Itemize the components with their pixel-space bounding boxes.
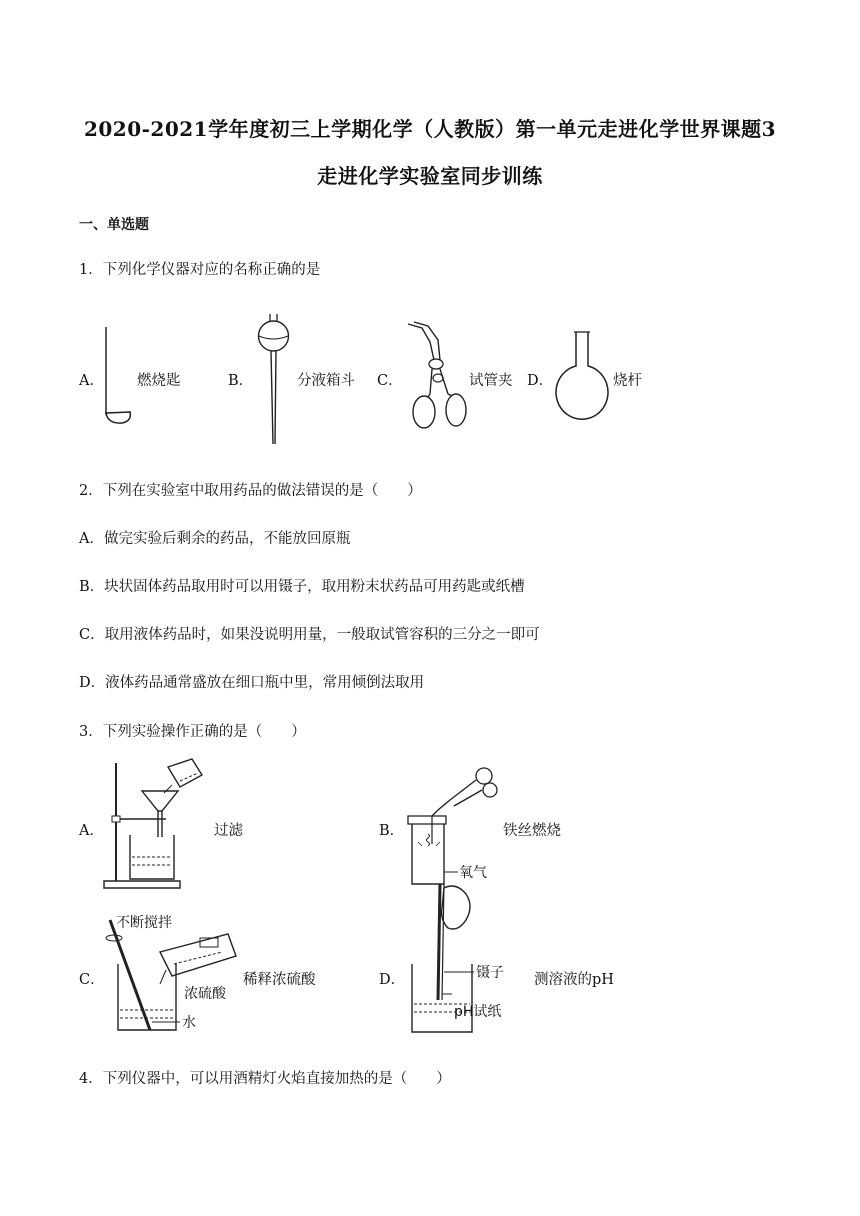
q3-option-b-text: 铁丝燃烧 — [503, 823, 561, 839]
round-flask-figure — [554, 330, 610, 426]
q1-option-d-letter: D． — [527, 373, 554, 389]
separating-funnel-figure — [256, 312, 292, 448]
q2-option-c: C．取用液体药品时，如果没说明用量，一般取试管容积的三分之一即可 — [79, 627, 540, 643]
question-3-stem: 3．下列实验操作正确的是（ ） — [79, 724, 306, 740]
q3-option-b-letter: B． — [379, 823, 405, 839]
q1-option-c-text: 试管夹 — [469, 373, 513, 389]
q3-option-d-text: 测溶液的pH — [534, 972, 614, 988]
dilute-sulfuric-acid-figure — [100, 912, 240, 1036]
q3-option-a-letter: A． — [79, 823, 104, 839]
filtration-figure — [102, 757, 206, 891]
q1-option-d-text: 烧杆 — [613, 373, 642, 389]
q1-option-a-text: 燃烧匙 — [137, 373, 181, 389]
combustion-spoon-figure — [104, 325, 134, 425]
concentrated-acid-label: 浓硫酸 — [184, 986, 226, 1002]
q3-option-a-text: 过滤 — [214, 823, 243, 839]
page-title-line-2: 走进化学实验室同步训练 — [317, 164, 543, 188]
oxygen-label: 氧气 — [459, 865, 487, 881]
q2-option-d: D．液体药品通常盛放在细口瓶中里，常用倾倒法取用 — [79, 675, 425, 691]
water-label: 水 — [182, 1015, 196, 1031]
q2-option-b: B．块状固体药品取用时可以用镊子，取用粉末状药品可用药匙或纸槽 — [79, 579, 525, 595]
q3-option-c-letter: C． — [79, 972, 105, 988]
iron-wire-combustion-figure — [404, 764, 500, 888]
q1-option-c-letter: C． — [377, 373, 403, 389]
q3-option-d-letter: D． — [379, 972, 406, 988]
ph-test-figure — [404, 880, 534, 1036]
q1-option-b-letter: B． — [228, 373, 254, 389]
page-title-line-1: 2020-2021学年度初三上学期化学（人教版）第一单元走进化学世界课题3 — [83, 117, 777, 141]
test-tube-holder-figure — [404, 320, 470, 432]
q2-option-a: A．做完实验后剩余的药品，不能放回原瓶 — [79, 531, 351, 547]
q3-option-c-text: 稀释浓硫酸 — [243, 972, 316, 988]
stirring-label: 不断搅拌 — [116, 915, 172, 931]
section-heading: 一、单选题 — [79, 217, 149, 233]
q1-option-a-letter: A． — [79, 373, 104, 389]
ph-paper-label: pH试纸 — [454, 1004, 502, 1020]
question-2-stem: 2．下列在实验室中取用药品的做法错误的是（ ） — [79, 483, 422, 499]
tweezers-label: 镊子 — [476, 965, 504, 981]
question-4-stem: 4．下列仪器中，可以用酒精灯火焰直接加热的是（ ） — [79, 1071, 451, 1087]
question-1-stem: 1．下列化学仪器对应的名称正确的是 — [79, 262, 321, 278]
q1-option-b-text: 分液箱斗 — [297, 373, 355, 389]
